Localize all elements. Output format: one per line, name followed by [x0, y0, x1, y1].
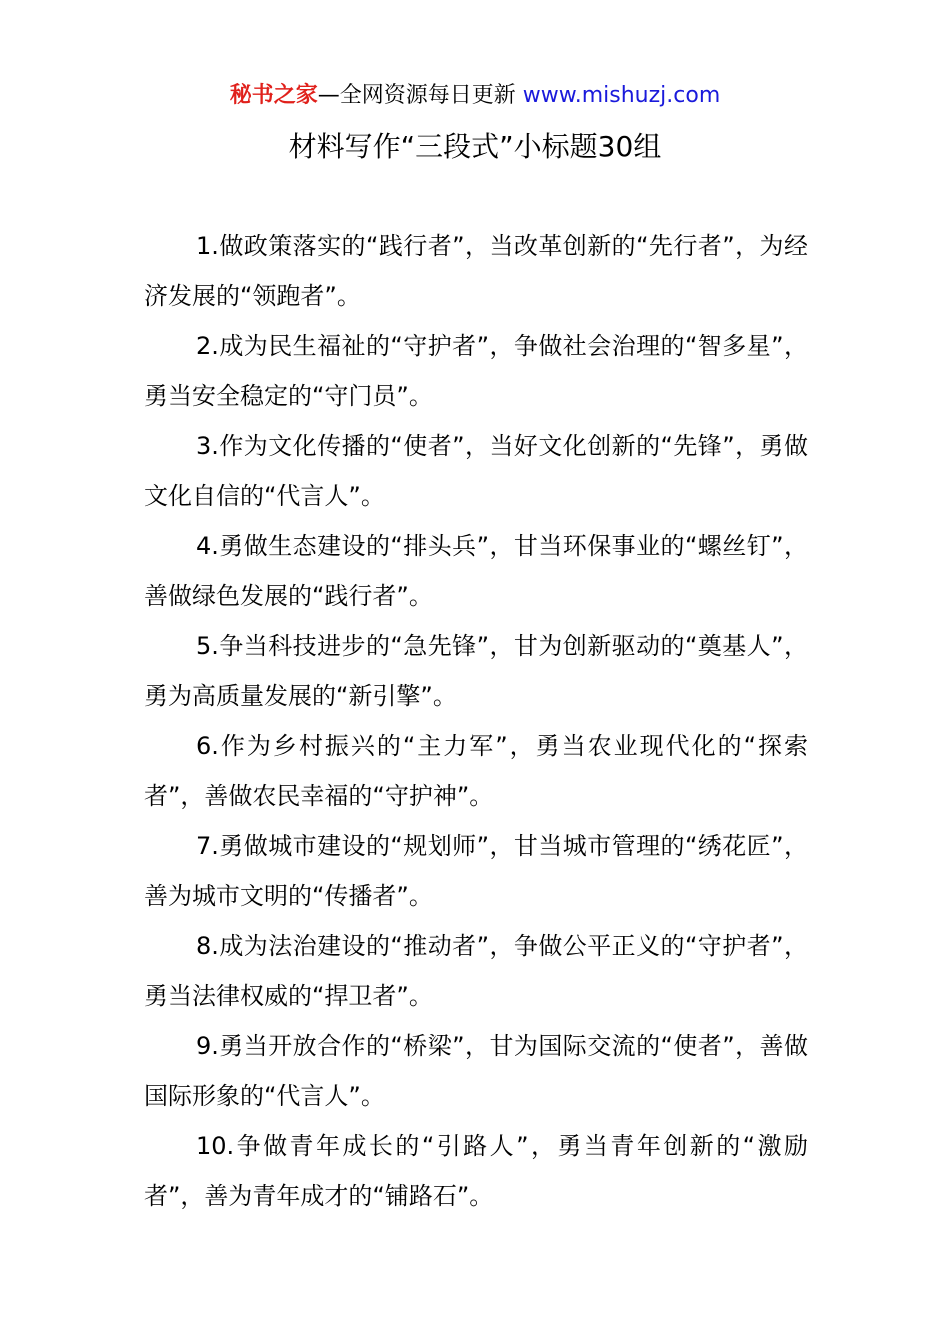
- document-title: 材料写作“三段式”小标题30组: [288, 130, 662, 163]
- list-item: 2.成为民生福祉的“守护者”，争做社会治理的“智多星”，勇当安全稳定的“守门员”。: [144, 332, 808, 410]
- site-header: [0, 80, 950, 112]
- list-item: 6.作为乡村振兴的“主力军”，勇当农业现代化的“探索者”，善做农民幸福的“守护神”。: [144, 732, 808, 810]
- document-body: [144, 221, 808, 1221]
- list-item: 3.作为文化传播的“使者”，当好文化创新的“先锋”，勇做文化自信的“代言人”。: [144, 432, 808, 510]
- list-item: 10.争做青年成长的“引路人”，勇当青年创新的“激励者”，善为青年成才的“铺路石”。: [144, 1132, 808, 1210]
- list-item: 4.勇做生态建设的“排头兵”，甘当环保事业的“螺丝钉”，善做绿色发展的“践行者”。: [144, 532, 808, 610]
- list-item: 1.做政策落实的“践行者”，当改革创新的“先行者”，为经济发展的“领跑者”。: [144, 232, 808, 310]
- site-url[interactable]: www.mishuzj.com: [522, 83, 721, 108]
- list-item: 5.争当科技进步的“急先锋”，甘为创新驱动的“奠基人”，勇为高质量发展的“新引擎”。: [144, 632, 808, 710]
- list-item: 9.勇当开放合作的“桥梁”，甘为国际交流的“使者”，善做国际形象的“代言人”。: [144, 1032, 808, 1110]
- header-tagline: —全网资源每日更新: [317, 83, 516, 108]
- brand-name: 秘书之家: [229, 83, 318, 108]
- list-item: 8.成为法治建设的“推动者”，争做公平正义的“守护者”，勇当法律权威的“捍卫者”。: [144, 932, 808, 1010]
- list-item: 7.勇做城市建设的“规划师”，甘当城市管理的“绣花匠”，善为城市文明的“传播者”。: [144, 832, 808, 910]
